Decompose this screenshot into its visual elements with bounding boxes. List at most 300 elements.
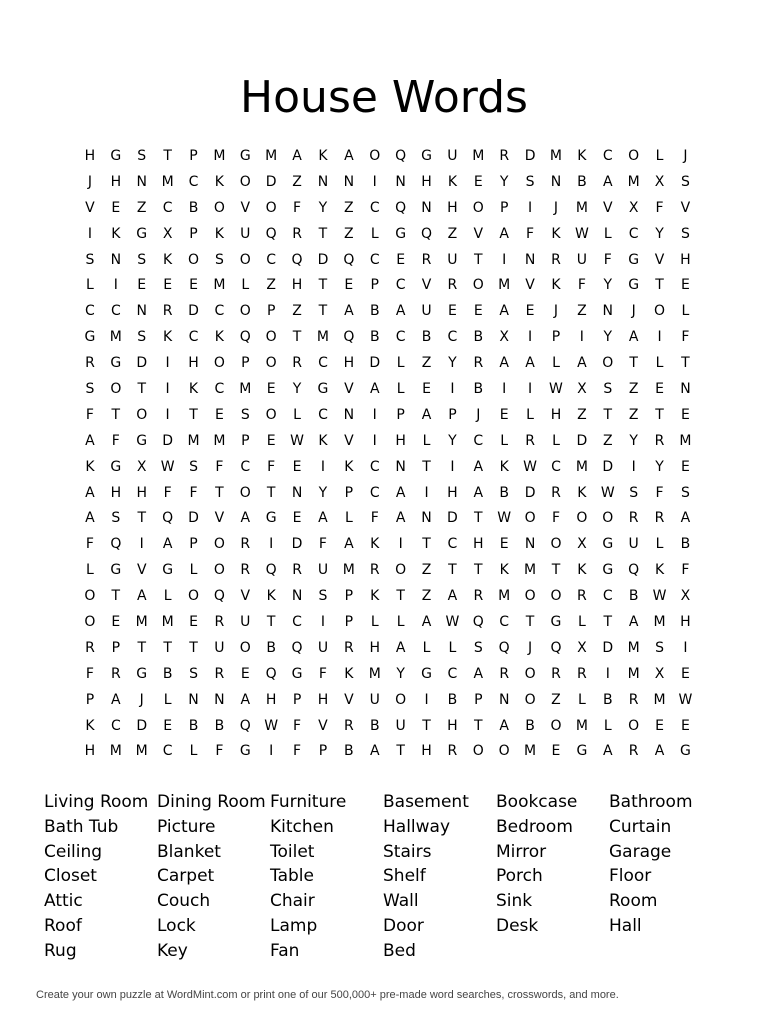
grid-letter: O: [265, 329, 277, 346]
grid-letter: O: [213, 355, 225, 372]
grid-letter: S: [111, 510, 121, 527]
grid-letter: L: [526, 406, 534, 423]
grid-letter: R: [447, 743, 458, 760]
grid-letter: A: [162, 536, 173, 553]
grid-letter: T: [396, 743, 405, 760]
word-list-item: Curtain: [609, 816, 672, 837]
grid-letter: H: [291, 277, 303, 294]
grid-letter: B: [447, 691, 458, 708]
grid-letter: I: [502, 251, 507, 268]
grid-letter: K: [214, 329, 224, 346]
grid-letter: L: [681, 303, 690, 320]
grid-letter: C: [602, 147, 613, 164]
grid-letter: A: [602, 743, 613, 760]
grid-letter: Q: [472, 613, 484, 630]
grid-letter: J: [683, 147, 688, 164]
grid-letter: Z: [577, 303, 587, 320]
grid-letter: R: [85, 639, 95, 656]
grid-letter: X: [680, 588, 691, 605]
grid-letter: C: [395, 329, 406, 346]
grid-letter: C: [628, 225, 639, 242]
grid-letter: C: [162, 199, 173, 216]
grid-letter: V: [654, 251, 665, 268]
grid-letter: B: [214, 717, 225, 734]
grid-letter: P: [318, 743, 328, 760]
grid-letter: Q: [421, 225, 433, 242]
grid-letter: U: [576, 251, 587, 268]
grid-letter: R: [628, 691, 639, 708]
grid-letter: O: [369, 147, 381, 164]
grid-letter: T: [551, 562, 561, 579]
grid-letter: M: [109, 329, 122, 346]
grid-letter: R: [447, 277, 458, 294]
grid-letter: W: [574, 225, 589, 242]
grid-letter: O: [524, 510, 536, 527]
grid-letter: M: [524, 562, 537, 579]
grid-letter: S: [680, 173, 690, 190]
grid-letter: V: [344, 380, 354, 397]
grid-letter: A: [318, 510, 328, 527]
grid-letter: K: [214, 225, 224, 242]
word-list-item: [496, 939, 609, 964]
grid-letter: Y: [292, 380, 302, 397]
word-list-item: Mirror: [496, 841, 547, 862]
grid-letter: O: [213, 199, 225, 216]
grid-letter: S: [85, 251, 95, 268]
grid-letter: L: [86, 562, 94, 579]
grid-letter: B: [344, 743, 354, 760]
grid-letter: W: [652, 588, 667, 605]
grid-letter: N: [291, 588, 303, 605]
grid-letter: L: [500, 432, 509, 449]
grid-letter: M: [627, 173, 640, 190]
grid-letter: P: [85, 691, 95, 708]
grid-letter: G: [602, 562, 614, 579]
grid-letter: R: [473, 588, 484, 605]
grid-letter: N: [188, 691, 199, 708]
grid-letter: Y: [499, 173, 509, 190]
grid-letter: I: [657, 329, 662, 346]
grid-letter: F: [215, 458, 224, 475]
grid-letter: E: [447, 303, 457, 320]
grid-letter: G: [628, 251, 640, 268]
grid-letter: R: [343, 717, 354, 734]
grid-letter: F: [293, 743, 302, 760]
grid-letter: A: [85, 432, 95, 449]
grid-letter: C: [214, 380, 225, 397]
grid-letter: A: [473, 484, 484, 501]
grid-letter: T: [137, 639, 146, 656]
grid-letter: T: [111, 406, 121, 423]
grid-letter: F: [111, 432, 120, 449]
grid-letter: N: [343, 173, 355, 190]
grid-letter: P: [241, 355, 250, 372]
grid-letter: O: [472, 199, 484, 216]
grid-letter: C: [473, 432, 484, 449]
grid-letter: K: [163, 329, 173, 346]
word-list-item: Garage: [609, 841, 672, 862]
grid-letter: I: [372, 406, 377, 423]
grid-letter: H: [317, 691, 329, 708]
grid-letter: H: [84, 743, 96, 760]
grid-letter: V: [344, 432, 354, 449]
grid-letter: P: [551, 329, 561, 346]
word-list-item: Hall: [609, 915, 642, 936]
word-list-item: Lock: [157, 915, 196, 936]
grid-letter: F: [293, 717, 302, 734]
grid-letter: M: [161, 613, 174, 630]
grid-letter: C: [85, 303, 95, 320]
grid-letter: Y: [396, 665, 405, 682]
grid-letter: A: [654, 743, 665, 760]
grid-letter: R: [473, 355, 484, 372]
grid-letter: D: [602, 639, 614, 656]
grid-letter: Z: [421, 588, 432, 605]
grid-letter: G: [602, 536, 614, 553]
grid-letter: S: [655, 639, 664, 656]
grid-letter: E: [422, 380, 431, 397]
grid-letter: F: [85, 406, 94, 423]
grid-letter: R: [85, 355, 95, 372]
grid-letter: N: [110, 251, 122, 268]
grid-letter: C: [318, 355, 328, 372]
grid-letter: I: [165, 380, 170, 397]
footer-note: Create your own puzzle at WordMint.com or print one of our 500,000+ pre-made word searches, crosswords, and more.: [36, 989, 619, 1001]
grid-letter: B: [162, 665, 173, 682]
grid-letter: R: [110, 665, 121, 682]
grid-letter: I: [450, 458, 455, 475]
grid-letter: G: [239, 147, 251, 164]
grid-letter: E: [214, 406, 224, 423]
grid-letter: R: [240, 536, 251, 553]
grid-letter: U: [317, 562, 329, 579]
grid-letter: O: [550, 717, 562, 734]
grid-letter: J: [553, 303, 559, 320]
grid-letter: S: [189, 458, 198, 475]
grid-letter: Q: [550, 639, 562, 656]
grid-letter: G: [84, 329, 96, 346]
grid-letter: H: [447, 199, 458, 216]
grid-letter: S: [680, 225, 690, 242]
grid-letter: D: [576, 432, 588, 449]
grid-letter: N: [291, 484, 303, 501]
grid-letter: M: [498, 588, 511, 605]
grid-letter: I: [605, 665, 610, 682]
grid-letter: C: [369, 458, 380, 475]
grid-letter: L: [422, 639, 431, 656]
grid-letter: D: [188, 303, 199, 320]
grid-letter: I: [424, 484, 429, 501]
grid-letter: R: [292, 562, 302, 579]
grid-letter: J: [528, 639, 533, 656]
grid-letter: G: [576, 743, 588, 760]
grid-letter: D: [447, 510, 458, 527]
grid-letter: Z: [447, 225, 458, 242]
grid-letter: L: [422, 432, 431, 449]
grid-letter: N: [421, 510, 432, 527]
grid-letter: T: [396, 588, 405, 605]
grid-letter: I: [165, 355, 170, 372]
grid-letter: X: [654, 173, 665, 190]
grid-letter: F: [526, 225, 535, 242]
grid-letter: T: [603, 406, 613, 423]
grid-letter: N: [524, 251, 536, 268]
grid-letter: R: [162, 303, 173, 320]
grid-letter: M: [524, 743, 537, 760]
grid-letter: T: [111, 588, 121, 605]
word-list-item: Dining Room: [157, 792, 266, 812]
grid-letter: T: [474, 510, 483, 527]
grid-letter: U: [317, 639, 329, 656]
grid-letter: M: [109, 743, 122, 760]
grid-letter: G: [110, 562, 122, 579]
grid-letter: H: [421, 743, 432, 760]
grid-letter: T: [137, 510, 146, 527]
grid-letter: V: [473, 225, 484, 242]
grid-letter: Y: [655, 458, 664, 475]
word-list-item: Desk: [496, 915, 539, 936]
grid-letter: U: [395, 717, 406, 734]
grid-letter: U: [369, 691, 380, 708]
grid-letter: Z: [292, 173, 302, 190]
grid-letter: Q: [628, 562, 640, 579]
grid-letter: Z: [628, 406, 639, 423]
grid-letter: A: [369, 380, 380, 397]
grid-letter: A: [240, 691, 251, 708]
grid-letter: E: [473, 303, 483, 320]
word-list-item: Attic: [44, 891, 83, 912]
word-list-item: Blanket: [157, 841, 221, 862]
grid-letter: R: [628, 743, 639, 760]
grid-letter: A: [344, 303, 354, 320]
grid-letter: V: [85, 199, 95, 216]
grid-letter: Q: [395, 199, 407, 216]
grid-letter: E: [681, 665, 690, 682]
grid-letter: K: [318, 147, 328, 164]
grid-letter: R: [551, 665, 561, 682]
grid-letter: G: [136, 225, 148, 242]
grid-letter: I: [502, 380, 507, 397]
grid-letter: H: [447, 717, 458, 734]
grid-letter: S: [137, 329, 147, 346]
grid-letter: Y: [318, 199, 328, 216]
grid-letter: F: [577, 277, 586, 294]
grid-letter: E: [655, 380, 664, 397]
grid-letter: W: [160, 458, 175, 475]
grid-letter: M: [653, 613, 666, 630]
grid-letter: O: [239, 173, 251, 190]
grid-letter: A: [628, 329, 639, 346]
grid-letter: L: [163, 691, 172, 708]
grid-letter: I: [113, 277, 118, 294]
grid-letter: T: [655, 277, 664, 294]
grid-letter: F: [318, 665, 327, 682]
grid-letter: K: [266, 588, 276, 605]
grid-letter: F: [370, 510, 379, 527]
grid-letter: Z: [551, 691, 561, 708]
grid-letter: A: [136, 588, 147, 605]
grid-letter: O: [213, 536, 225, 553]
grid-letter: K: [111, 225, 121, 242]
grid-letter: P: [344, 588, 354, 605]
grid-letter: W: [497, 510, 512, 527]
grid-letter: O: [524, 588, 536, 605]
grid-letter: K: [577, 562, 587, 579]
grid-letter: K: [370, 588, 380, 605]
grid-letter: Q: [343, 329, 355, 346]
grid-letter: X: [654, 665, 665, 682]
grid-letter: W: [678, 691, 693, 708]
grid-letter: E: [240, 665, 250, 682]
grid-letter: Y: [318, 484, 328, 501]
grid-letter: J: [476, 406, 481, 423]
grid-letter: F: [603, 251, 612, 268]
grid-letter: E: [655, 717, 664, 734]
grid-letter: A: [344, 147, 354, 164]
grid-letter: C: [447, 329, 458, 346]
grid-letter: X: [628, 199, 639, 216]
grid-letter: O: [136, 406, 148, 423]
grid-letter: C: [188, 173, 199, 190]
grid-letter: C: [499, 613, 510, 630]
grid-letter: M: [239, 380, 252, 397]
grid-letter: I: [320, 458, 326, 475]
grid-letter: N: [680, 380, 691, 397]
grid-letter: G: [421, 147, 432, 164]
grid-letter: S: [137, 251, 147, 268]
grid-letter: R: [499, 147, 510, 164]
grid-letter: M: [213, 277, 226, 294]
grid-letter: T: [189, 406, 198, 423]
grid-letter: C: [318, 406, 328, 423]
grid-letter: Y: [448, 355, 457, 372]
grid-letter: X: [136, 458, 147, 475]
grid-letter: C: [602, 588, 613, 605]
grid-letter: S: [240, 406, 250, 423]
grid-letter: G: [628, 277, 640, 294]
grid-letter: O: [110, 380, 122, 397]
grid-letter: O: [628, 147, 640, 164]
grid-letter: F: [318, 536, 327, 553]
grid-letter: N: [421, 199, 432, 216]
grid-letter: E: [111, 199, 121, 216]
grid-letter: G: [291, 665, 303, 682]
grid-letter: A: [499, 303, 509, 320]
grid-letter: L: [241, 277, 250, 294]
grid-letter: E: [681, 717, 690, 734]
word-list-item: Couch: [157, 891, 211, 912]
grid-letter: E: [499, 406, 509, 423]
grid-letter: D: [265, 173, 277, 190]
grid-letter: Q: [110, 536, 122, 553]
word-list-item: Bedroom: [496, 816, 573, 837]
grid-letter: I: [139, 536, 144, 553]
grid-letter: E: [499, 536, 509, 553]
word-list-item: Ceiling: [44, 841, 103, 862]
grid-letter: Q: [265, 665, 277, 682]
grid-letter: T: [603, 613, 613, 630]
grid-letter: K: [85, 717, 95, 734]
grid-letter: N: [524, 536, 536, 553]
grid-letter: M: [575, 717, 588, 734]
grid-letter: I: [528, 329, 533, 346]
grid-letter: R: [214, 613, 225, 630]
grid-letter: A: [240, 510, 251, 527]
grid-letter: I: [683, 639, 688, 656]
grid-letter: G: [110, 355, 122, 372]
grid-letter: A: [499, 717, 509, 734]
grid-letter: D: [369, 355, 381, 372]
grid-letter: U: [447, 147, 458, 164]
grid-letter: H: [110, 173, 122, 190]
grid-letter: P: [344, 484, 354, 501]
grid-letter: K: [447, 173, 457, 190]
grid-letter: G: [136, 665, 148, 682]
grid-letter: P: [499, 199, 509, 216]
grid-letter: C: [395, 277, 406, 294]
grid-letter: B: [369, 717, 380, 734]
grid-letter: I: [579, 329, 584, 346]
word-list-item: Living Room: [44, 792, 149, 812]
grid-letter: R: [421, 251, 432, 268]
word-list-item: Bed: [383, 940, 416, 961]
grid-letter: E: [551, 743, 561, 760]
grid-letter: W: [445, 613, 460, 630]
grid-letter: F: [655, 199, 664, 216]
grid-letter: L: [396, 355, 405, 372]
grid-letter: Y: [603, 329, 613, 346]
grid-letter: T: [318, 303, 328, 320]
grid-letter: B: [602, 691, 613, 708]
grid-letter: T: [422, 536, 431, 553]
grid-letter: C: [551, 458, 561, 475]
grid-letter: E: [189, 277, 198, 294]
grid-letter: A: [577, 355, 587, 372]
grid-letter: B: [369, 303, 380, 320]
word-list-item: Furniture: [270, 792, 347, 812]
grid-letter: I: [424, 691, 429, 708]
grid-letter: D: [291, 536, 303, 553]
grid-letter: R: [654, 510, 665, 527]
grid-letter: R: [525, 432, 535, 449]
word-list-item: Bath Tub: [44, 816, 119, 837]
grid-letter: R: [628, 510, 639, 527]
grid-letter: L: [396, 613, 405, 630]
grid-letter: A: [369, 743, 380, 760]
grid-letter: Q: [239, 717, 251, 734]
grid-letter: E: [473, 173, 483, 190]
grid-letter: M: [575, 458, 588, 475]
grid-letter: O: [213, 562, 225, 579]
grid-letter: F: [215, 743, 224, 760]
grid-letter: S: [680, 484, 690, 501]
grid-letter: S: [473, 639, 483, 656]
grid-letter: A: [602, 173, 613, 190]
grid-letter: O: [654, 303, 666, 320]
grid-letter: F: [85, 665, 94, 682]
grid-letter: K: [499, 562, 509, 579]
grid-letter: L: [86, 277, 94, 294]
grid-letter: S: [629, 484, 639, 501]
grid-letter: F: [267, 458, 276, 475]
grid-letter: R: [369, 562, 380, 579]
grid-letter: P: [344, 613, 354, 630]
grid-letter: V: [240, 199, 251, 216]
puzzle-title: House Words: [240, 72, 528, 123]
grid-letter: T: [266, 484, 276, 501]
grid-letter: K: [577, 484, 587, 501]
grid-letter: I: [269, 536, 274, 553]
